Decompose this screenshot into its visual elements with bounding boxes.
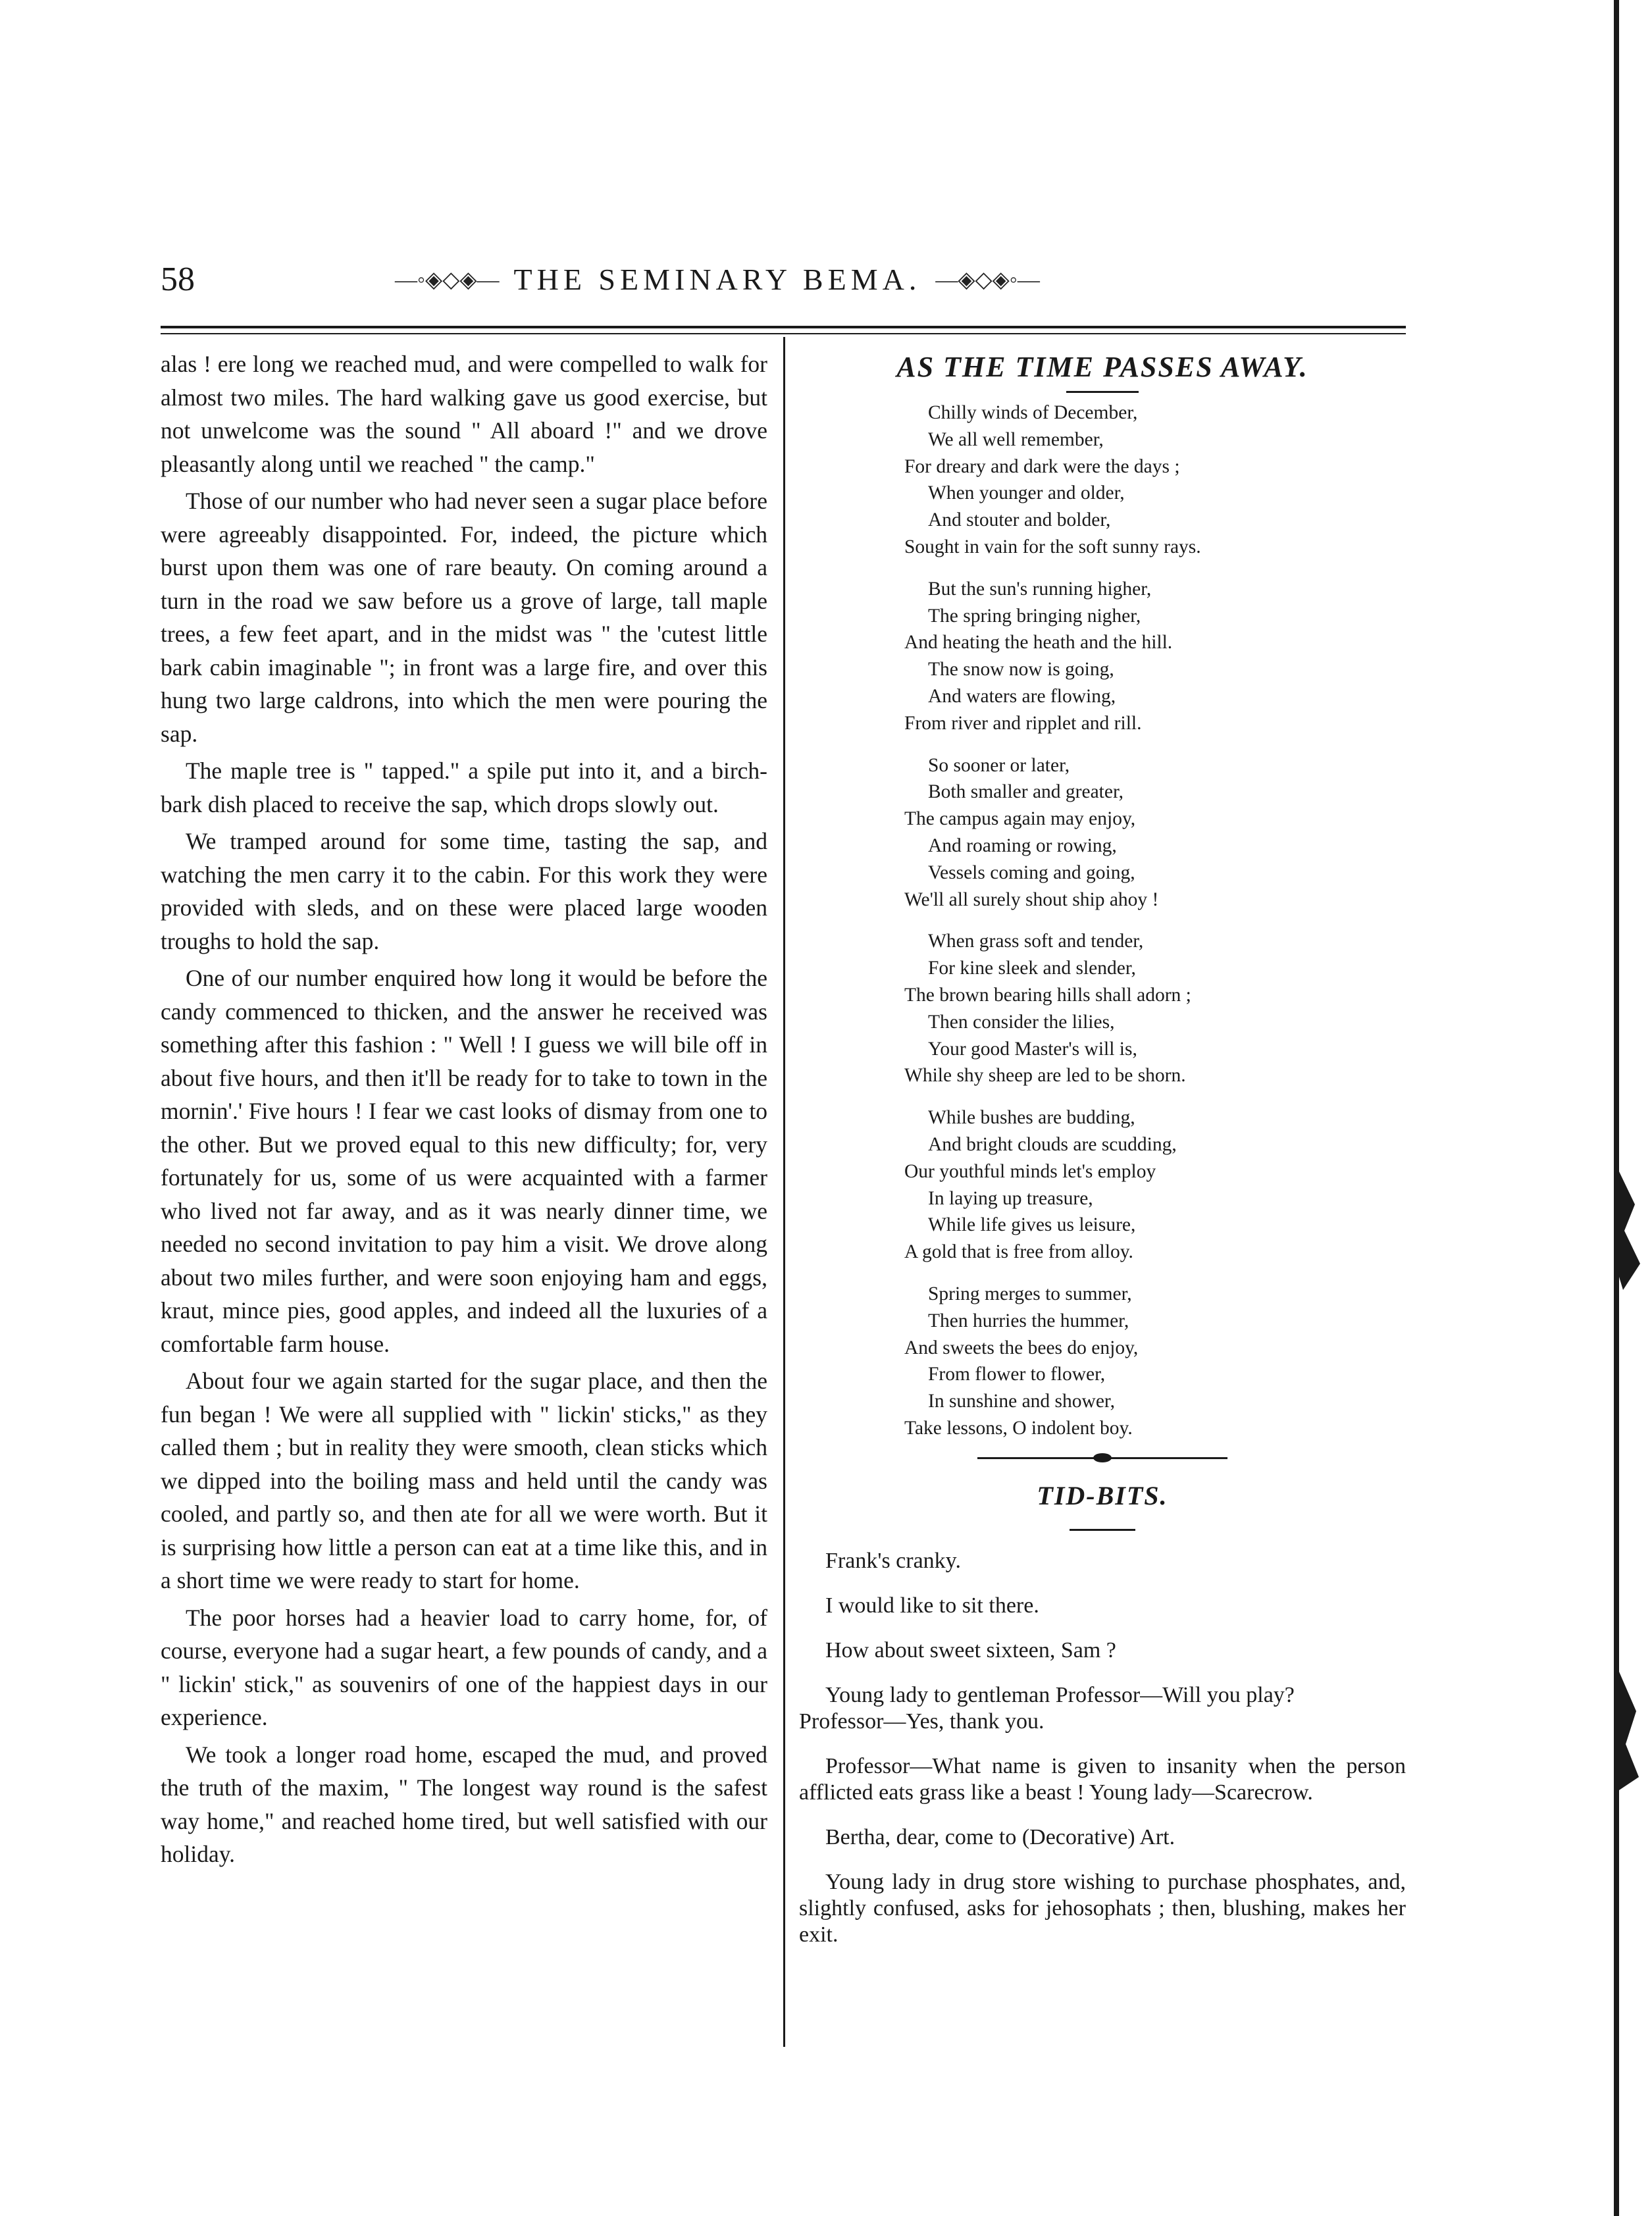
article-paragraph: We took a longer road home, escaped the mud, and proved the truth of the maxim, " The longest way round is the safest way home," and reached home tired, but well satisfied with our holiday. [161,1741,767,1867]
tidbit-item [799,1753,1406,1806]
poem-line: From flower to flower, [928,1364,1106,1385]
poem-line: Then consider the lilies, [928,1011,1115,1033]
poem-line: Both smaller and greater, [928,781,1123,803]
poem-line: In laying up treasure, [928,1187,1093,1209]
tidbit-text: Professor—Yes, thank you. [799,1709,1045,1734]
article-paragraph: The maple tree is " tapped." a spile put into it, and a birch-bark dish placed to receive the sap, which drops slowly out. [161,758,767,817]
tidbit-text: Professor—What name is given to insanity when the person afflicted eats grass like a beast ! Young lady—Scarecrow. [799,1753,1406,1805]
tidbit-text: Bertha, dear, come to (Decorative) Art. [825,1824,1175,1849]
page-number: 58 [161,261,195,298]
tidbit-item [799,1548,1406,1574]
poem-stanza [904,399,1406,561]
poem-line: Chilly winds of December, [928,402,1138,423]
article-paragraph: The poor horses had a heavier load to carry home, for, of course, everyone had a sugar heart, a few pounds of candy, and a " lickin' stick," as souvenirs of one of the happiest days in our experience. [161,1604,767,1730]
tidbit-item [799,1682,1406,1735]
poem-stanza [904,1104,1406,1266]
running-head [395,262,1040,297]
poem-stanza [904,576,1406,737]
poem-line: And heating the heath and the hill. [904,632,1173,654]
ornament-dot-icon [1093,1453,1112,1462]
poem-line: So sooner or later, [928,754,1070,776]
tidbit-text: How about sweet sixteen, Sam ? [825,1637,1116,1662]
poem-line: We'll all surely shout ship ahoy ! [904,889,1159,910]
flourish-ornament-left-icon: —◦◈◇◈— [395,267,500,292]
poem-line: For dreary and dark were the days ; [904,455,1180,477]
poem-line: Spring merges to summer, [928,1283,1132,1304]
column-divider [783,337,785,2047]
poem-line: The spring bringing nigher, [928,605,1141,627]
tidbits-title: TID-BITS. [1037,1480,1168,1510]
tidbit-item [799,1593,1406,1619]
poem-line: From river and ripplet and rill. [904,712,1142,734]
article-paragraph: Those of our number who had never seen a sugar place before were agreeably disappointed. For, indeed, the picture which burst upon them was one of rare beauty. On coming around a turn in the road we saw before us a grove of large, tall maple trees, a few feet apart, and in the midst was " the 'cutest little bark cabin imaginable "; in front was a large fire, and over this hung two large caldrons, into which the men were pouring the sap. [161,488,767,747]
tidbit-text: Frank's cranky. [825,1548,961,1573]
article-paragraph: One of our number enquired how long it would be before the candy commenced to thicken, and the answer he received was something after this fashion : " Well ! I guess we will bile off in about five hours, and then it'll be ready for to take to town in the mornin'.' Five hours ! I fear we cast looks of dismay from one to the other. But we proved equal to this new difficulty; for, very fortunately for us, some of us were acquainted with a farmer who lived not far away, and as it was nearly dinner time, we needed no second invitation to pay him a visit. We drove along about two miles further, and were soon enjoying ham and eggs, kraut, mince pies, good apples, and indeed all the luxuries of a comfortable farm house. [161,965,767,1357]
poem-line: And stouter and bolder, [928,509,1111,531]
poem-line: A gold that is free from alloy. [904,1241,1133,1263]
poem-line: Vessels coming and going, [928,862,1135,883]
flourish-ornament-right-icon: —◈◇◈◦— [935,267,1040,292]
poem-line: The campus again may enjoy, [904,808,1136,830]
poem-line: While bushes are budding, [928,1107,1135,1129]
poem-line: While shy sheep are led to be shorn. [904,1065,1186,1087]
poem-line: Sought in vain for the soft sunny rays. [904,536,1201,557]
tidbits-title-rule [1070,1529,1135,1531]
poem-line: And waters are flowing, [928,685,1116,707]
article-column [161,348,767,1875]
poem-line: In sunshine and shower, [928,1391,1115,1412]
section-divider-ornament [977,1457,1227,1459]
poem-line: For kine sleek and slender, [928,958,1136,979]
header-rule-thick [161,326,1406,328]
poem-line: Your good Master's will is, [928,1038,1137,1060]
poem-line: Take lessons, O indolent boy. [904,1417,1133,1439]
poem-line: And bright clouds are scudding, [928,1133,1177,1155]
poem-line: And sweets the bees do enjoy, [904,1337,1139,1358]
tidbit-item [799,1824,1406,1851]
tidbit-text: Young lady to gentleman Professor—Will you play? [825,1682,1295,1707]
poem-title: AS THE TIME PASSES AWAY. [896,351,1308,383]
tidbit-text: Young lady in drug store wishing to purchase phosphates, and, slightly confused, asks for jehosophats ; then, blushing, makes her exit. [799,1869,1406,1947]
poem-stanza [904,752,1406,914]
poem-stanza [904,928,1406,1089]
poem-line: We all well remember, [928,428,1104,450]
poem-line: The brown bearing hills shall adorn ; [904,984,1191,1006]
tidbit-item [799,1869,1406,1948]
poem-line: Then hurries the hummer, [928,1310,1129,1331]
poem-line: When younger and older, [928,482,1125,504]
poem-line: When grass soft and tender, [928,931,1144,952]
article-paragraph: We tramped around for some time, tasting the sap, and watching the men carry it to the cabin. For this work they were provided with sleds, and on these were placed large wooden troughs to hold the sap. [161,828,767,954]
article-paragraph: About four we again started for the sugar place, and then the fun began ! We were all supplied with " lickin' sticks," as they called them ; but in reality they were smooth, clean sticks which we dipped into the boiling mass and held until the candy was cooled, and partly so, and then ate for all we were worth. But it is surprising how little a person can eat at a time like this, and in a short time we were ready to start for home. [161,1368,767,1593]
scan-edge-shadow [1606,0,1645,2216]
poem-title-rule [1066,391,1139,393]
tidbit-item [799,1637,1406,1664]
header-rule-thin [161,333,1406,334]
article-paragraph: alas ! ere long we reached mud, and were compelled to walk for almost two miles. The hard walking gave us good exercise, but not unwelcome was the sound " All aboard !" and we drove pleasantly along until we reached " the camp." [161,351,767,477]
tidbit-text: I would like to sit there. [825,1593,1039,1618]
poem-line: While life gives us leisure, [928,1214,1136,1236]
poem-line: But the sun's running higher, [928,578,1152,600]
poem-stanza [904,1281,1406,1442]
poem-line: Our youthful minds let's employ [904,1160,1156,1182]
publication-title: THE SEMINARY BEMA. [513,263,921,296]
poem-line: And roaming or rowing, [928,835,1117,856]
poem-line: The snow now is going, [928,659,1114,681]
right-column [799,348,1406,1967]
